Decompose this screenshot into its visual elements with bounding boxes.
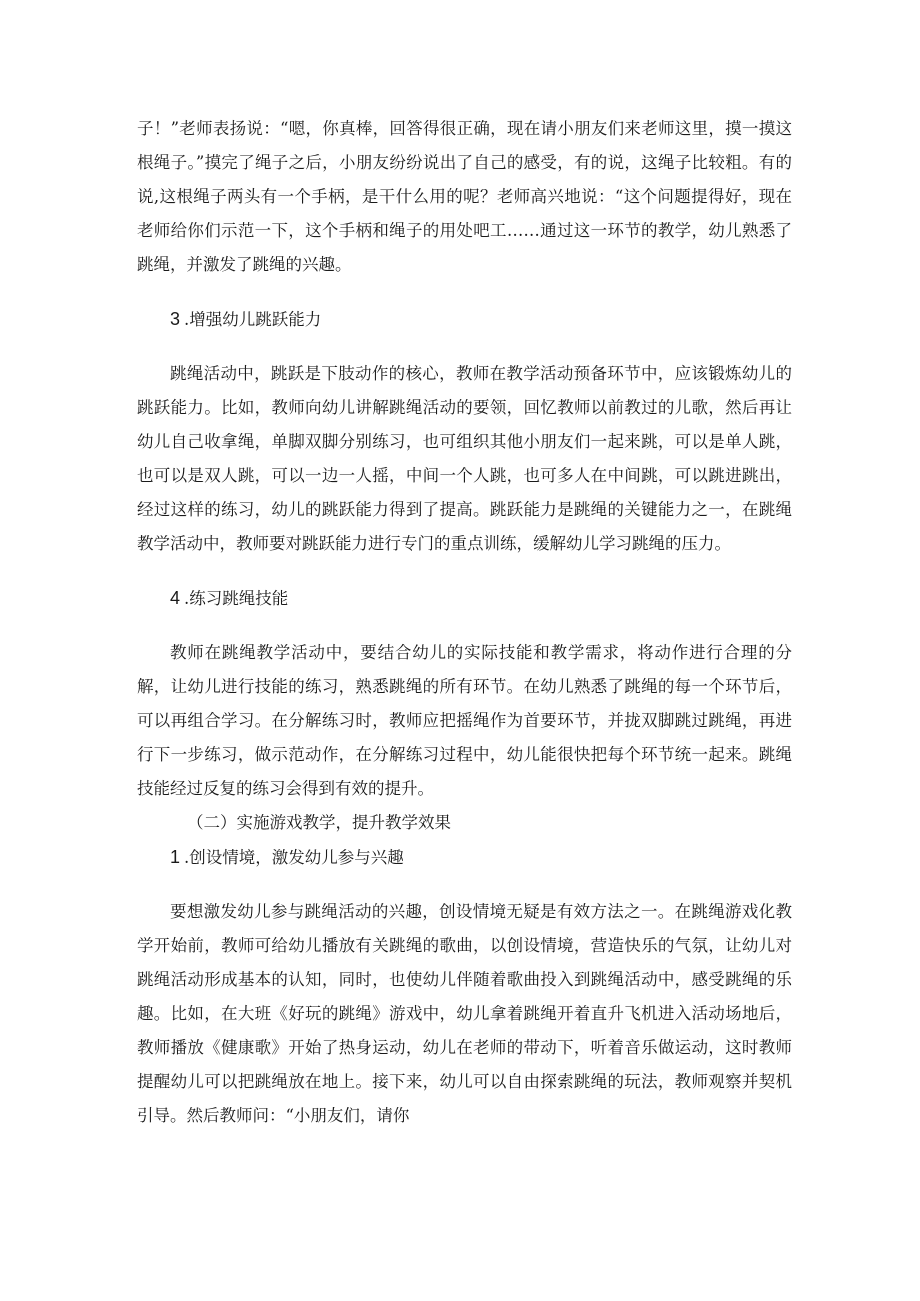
- heading-3: [137, 302, 792, 337]
- document-page: [137, 112, 792, 1133]
- heading-4: [137, 581, 792, 616]
- heading-text: .创设情境，激发幼儿参与兴趣: [184, 848, 404, 867]
- section-heading-2: （二）实施游戏教学，提升教学效果: [187, 813, 451, 832]
- paragraph-jumping-ability: 跳绳活动中，跳跃是下肢动作的核心，教师在教学活动预备环节中，应该锻炼幼儿的跳跃能力。比如，教师向幼儿讲解跳绳活动的要领，回忆教师以前教过的儿歌，然后再让幼儿自己收拿绳，单脚双脚分别练习，也可组织其他小朋友们一起来跳，可以是单人跳，也可以是双人跳，可以一边一人摇，中间一个人跳，也可多人在中间跳，可以跳进跳出，经过这样的练习，幼儿的跳跃能力得到了提高。跳跃能力是跳绳的关键能力之一，在跳绳教学活动中，教师要对跳跃能力进行专门的重点训练，缓解幼儿学习跳绳的压力。: [137, 364, 792, 553]
- heading-number: 4: [170, 588, 181, 608]
- paragraph-create-scenario: 要想激发幼儿参与跳绳活动的兴趣，创设情境无疑是有效方法之一。在跳绳游戏化教学开始前，教师可给幼儿播放有关跳绳的歌曲，以创设情境，营造快乐的气氛，让幼儿对跳绳活动形成基本的认知，同时，也使幼儿伴随着歌曲投入到跳绳活动中，感受跳绳的乐趣。比如，在大班《好玩的跳绳》游戏中，幼儿拿着跳绳开着直升飞机进入活动场地后，教师播放《健康歌》开始了热身运动，幼儿在老师的带动下，听着音乐做运动，这时教师提醒幼儿可以把跳绳放在地上。接下来，幼儿可以自由探索跳绳的玩法，教师观察并契机引导。然后教师问：“小朋友们，请你: [137, 902, 792, 1125]
- paragraph-skill-practice: 教师在跳绳教学活动中，要结合幼儿的实际技能和教学需求，将动作进行合理的分解，让幼儿进行技能的练习，熟悉跳绳的所有环节。在幼儿熟悉了跳绳的每一个环节后，可以再组合学习。在分解练习时，教师应把摇绳作为首要环节，并拢双脚跳过跳绳，再进行下一步练习，做示范动作，在分解练习过程中，幼儿能很快把每个环节统一起来。跳绳技能经过反复的练习会得到有效的提升。: [137, 643, 792, 798]
- heading-1: [137, 840, 792, 875]
- heading-number: 1: [170, 847, 181, 867]
- heading-number: 3: [170, 309, 181, 329]
- heading-text: .增强幼儿跳跃能力: [184, 310, 322, 329]
- heading-text: .练习跳绳技能: [184, 589, 289, 608]
- paragraph-continuation: 子！”老师表扬说：“嗯，你真棒，回答得很正确，现在请小朋友们来老师这里，摸一摸这根绳子。”摸完了绳子之后，小朋友纷纷说出了自己的感受，有的说，这绳子比较粗。有的说,这根绳子两头有一个手柄，是干什么用的呢？老师高兴地说：“这个问题提得好，现在老师给你们示范一下，这个手柄和绳子的用处吧工……通过这一环节的教学，幼儿熟悉了跳绳，并激发了跳绳的兴趣。: [137, 119, 792, 274]
